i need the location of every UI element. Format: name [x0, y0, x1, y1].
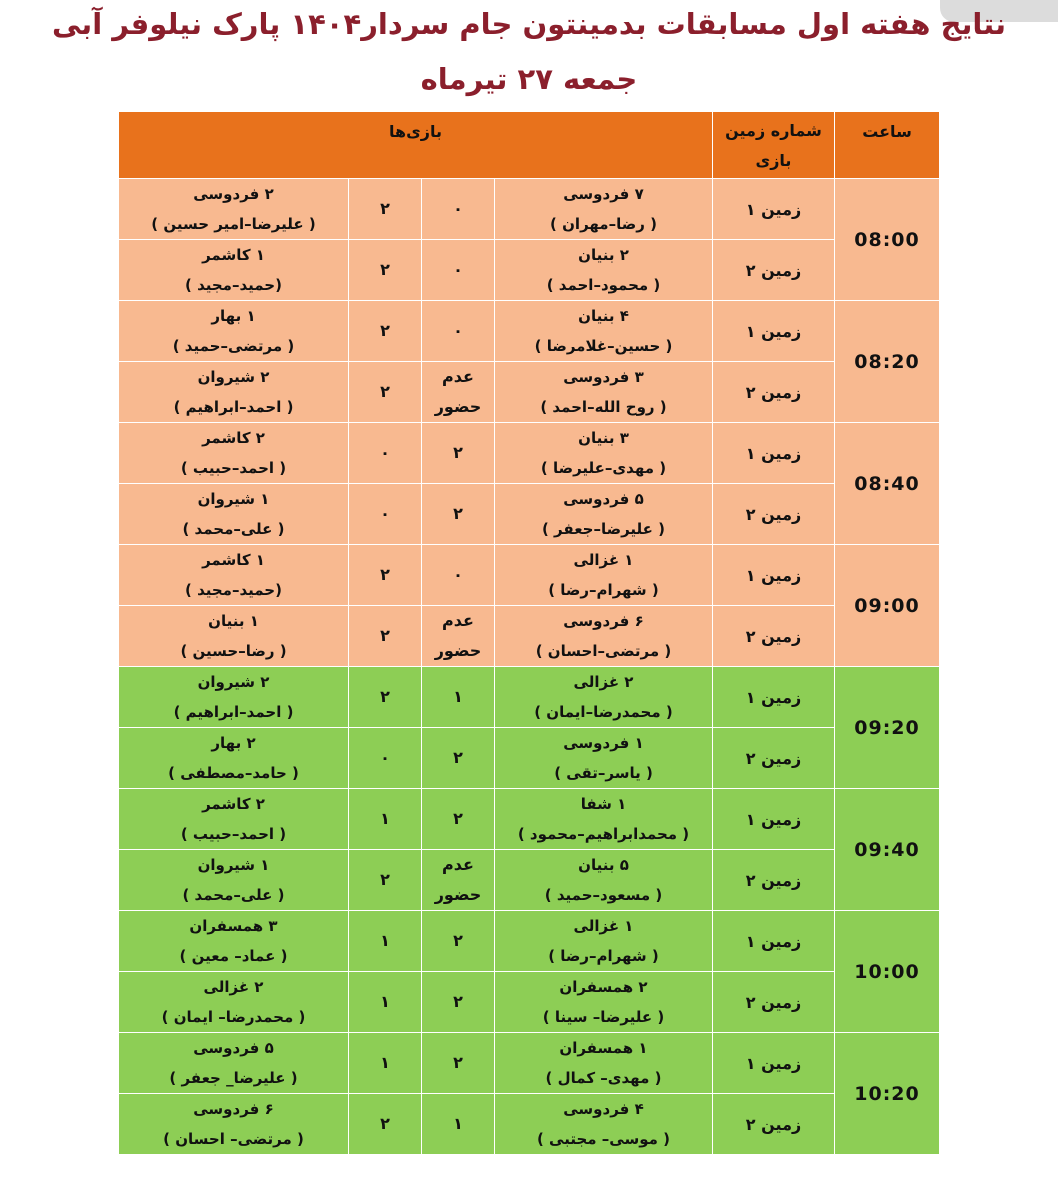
- score2-value: ۲: [380, 565, 390, 584]
- match-row: [119, 850, 940, 911]
- field-cell: زمین ۱: [713, 789, 835, 850]
- score1-cell: [422, 606, 495, 667]
- team1-players: ( مهدی– کمال ): [545, 1069, 662, 1087]
- match-row: [119, 179, 940, 240]
- team1-cell: [495, 667, 713, 728]
- score1-value: ۲: [453, 809, 463, 828]
- score2-value: ۲: [380, 321, 390, 340]
- time-cell: 09:00: [835, 545, 940, 667]
- match-row: [119, 911, 940, 972]
- score1-cell: [422, 972, 495, 1033]
- team2-name: ۲ کاشمر: [202, 795, 265, 813]
- team2-cell: [119, 1033, 349, 1094]
- score2-value: ۲: [380, 382, 390, 401]
- score2-value: ۲: [380, 260, 390, 279]
- team2-name: ۱ شیروان: [197, 856, 270, 874]
- team1-name: ۷ فردوسی: [563, 185, 644, 203]
- score2-cell: [349, 972, 422, 1033]
- team2-name: ۵ فردوسی: [193, 1039, 274, 1057]
- team1-cell: [495, 1094, 713, 1155]
- team2-players: ( احمد–حبیب ): [180, 825, 287, 843]
- page-title: نتایج هفته اول مسابقات بدمینتون جام سردار۱۴۰۴ پارک نیلوفر آبی: [51, 7, 1007, 41]
- score1-cell: [422, 545, 495, 606]
- team2-name: ۲ شیروان: [197, 368, 270, 386]
- score1-cell: [422, 850, 495, 911]
- team2-name: ۱ بنیان: [208, 612, 259, 630]
- team2-players: (حمید–مجید ): [185, 276, 282, 294]
- score2-cell: [349, 179, 422, 240]
- time-cell: 10:20: [835, 1033, 940, 1155]
- score1-value: ۲: [453, 1053, 463, 1072]
- team2-cell: [119, 484, 349, 545]
- field-cell: زمین ۱: [713, 1033, 835, 1094]
- team2-players: ( مرتضی– احسان ): [163, 1130, 304, 1148]
- team2-name: ۲ کاشمر: [202, 429, 265, 447]
- team2-players: ( رضا–حسین ): [180, 642, 287, 660]
- team2-cell: [119, 179, 349, 240]
- score1-value: ۲: [453, 443, 463, 462]
- score2-value: ۲: [380, 687, 390, 706]
- time-cell: 10:00: [835, 911, 940, 1033]
- score2-value: ۰: [380, 504, 390, 523]
- header-matches: بازی‌ها: [119, 112, 713, 179]
- score2-value: ۲: [380, 199, 390, 218]
- field-cell: زمین ۱: [713, 423, 835, 484]
- score2-cell: [349, 423, 422, 484]
- team1-players: ( شهرام–رضا ): [548, 581, 659, 599]
- match-row: [119, 423, 940, 484]
- page-subtitle-date: جمعه ۲۷ تیرماه: [420, 62, 638, 96]
- time-cell: 08:20: [835, 301, 940, 423]
- field-cell: زمین ۱: [713, 545, 835, 606]
- team2-name: ۶ فردوسی: [193, 1100, 274, 1118]
- score1-value: عدم حضور: [434, 611, 482, 660]
- score2-value: ۲: [380, 1114, 390, 1133]
- score1-cell: [422, 911, 495, 972]
- score2-cell: [349, 240, 422, 301]
- score2-cell: [349, 545, 422, 606]
- team2-cell: [119, 667, 349, 728]
- match-row: [119, 728, 940, 789]
- score2-cell: [349, 850, 422, 911]
- results-table: [118, 111, 940, 1155]
- team1-cell: [495, 911, 713, 972]
- match-row: [119, 484, 940, 545]
- match-row: [119, 667, 940, 728]
- field-cell: زمین ۲: [713, 728, 835, 789]
- team2-name: ۳ همسفران: [189, 917, 278, 935]
- team1-players: ( محمدابراهیم–محمود ): [517, 825, 690, 843]
- score2-cell: [349, 484, 422, 545]
- team2-name: ۲ غزالی: [203, 978, 264, 996]
- team1-cell: [495, 850, 713, 911]
- score1-cell: [422, 1094, 495, 1155]
- time-cell: 08:40: [835, 423, 940, 545]
- field-cell: زمین ۱: [713, 911, 835, 972]
- score2-cell: [349, 301, 422, 362]
- field-cell: زمین ۲: [713, 606, 835, 667]
- team1-cell: [495, 179, 713, 240]
- score1-value: عدم حضور: [434, 855, 482, 904]
- team2-players: ( احمد–ابراهیم ): [173, 703, 294, 721]
- team2-name: ۲ بهار: [211, 734, 256, 752]
- team2-name: ۲ شیروان: [197, 673, 270, 691]
- team2-players: ( احمد–ابراهیم ): [173, 398, 294, 416]
- field-cell: زمین ۲: [713, 1094, 835, 1155]
- match-row: [119, 240, 940, 301]
- team2-cell: [119, 606, 349, 667]
- team1-cell: [495, 545, 713, 606]
- team2-cell: [119, 1094, 349, 1155]
- team1-name: ۱ همسفران: [559, 1039, 648, 1057]
- field-cell: زمین ۱: [713, 179, 835, 240]
- team2-players: ( محمدرضا– ایمان ): [161, 1008, 306, 1026]
- team1-players: ( محمود–احمد ): [546, 276, 661, 294]
- team1-cell: [495, 362, 713, 423]
- team2-cell: [119, 789, 349, 850]
- field-cell: زمین ۲: [713, 850, 835, 911]
- match-row: [119, 362, 940, 423]
- match-row: [119, 1033, 940, 1094]
- score2-value: ۱: [380, 992, 390, 1011]
- score1-value: ۲: [453, 504, 463, 523]
- team1-cell: [495, 423, 713, 484]
- score2-cell: [349, 789, 422, 850]
- team1-name: ۱ غزالی: [573, 917, 634, 935]
- score2-cell: [349, 362, 422, 423]
- score1-value: ۰: [453, 321, 463, 340]
- score1-value: ۲: [453, 931, 463, 950]
- score2-value: ۱: [380, 931, 390, 950]
- team1-players: ( روح الله–احمد ): [540, 398, 667, 416]
- field-cell: زمین ۲: [713, 362, 835, 423]
- team2-players: ( احمد–حبیب ): [180, 459, 287, 477]
- team1-cell: [495, 301, 713, 362]
- score1-cell: [422, 667, 495, 728]
- team1-players: ( حسین–غلامرضا ): [534, 337, 673, 355]
- field-cell: زمین ۲: [713, 240, 835, 301]
- score1-value: عدم حضور: [434, 367, 482, 416]
- team2-name: ۱ شیروان: [197, 490, 270, 508]
- team2-players: ( حامد–مصطفی ): [168, 764, 299, 782]
- team1-players: ( علیرضا– سینا ): [542, 1008, 665, 1026]
- team2-players: ( عماد– معین ): [179, 947, 288, 965]
- field-cell: زمین ۱: [713, 667, 835, 728]
- team1-players: ( مرتضی–احسان ): [535, 642, 672, 660]
- team2-cell: [119, 362, 349, 423]
- field-cell: زمین ۲: [713, 972, 835, 1033]
- team1-name: ۵ بنیان: [578, 856, 629, 874]
- team1-players: ( مهدی–علیرضا ): [540, 459, 667, 477]
- team1-players: ( شهرام–رضا ): [548, 947, 659, 965]
- score1-value: ۲: [453, 748, 463, 767]
- header-row: [119, 112, 940, 179]
- time-cell: 08:00: [835, 179, 940, 301]
- team1-players: ( موسی– مجتبی ): [536, 1130, 670, 1148]
- team2-players: ( علیرضا–امیر حسین ): [151, 215, 316, 233]
- team1-name: ۲ همسفران: [559, 978, 648, 996]
- score1-value: ۲: [453, 992, 463, 1011]
- team1-cell: [495, 972, 713, 1033]
- score1-value: ۰: [453, 260, 463, 279]
- team1-name: ۱ فردوسی: [563, 734, 644, 752]
- team1-cell: [495, 728, 713, 789]
- score2-value: ۱: [380, 1053, 390, 1072]
- match-row: [119, 789, 940, 850]
- team1-cell: [495, 789, 713, 850]
- team1-cell: [495, 606, 713, 667]
- team1-name: ۱ غزالی: [573, 551, 634, 569]
- team2-name: ۱ کاشمر: [202, 551, 265, 569]
- team1-name: ۴ فردوسی: [563, 1100, 644, 1118]
- team1-name: ۴ بنیان: [578, 307, 629, 325]
- field-cell: زمین ۱: [713, 301, 835, 362]
- match-row: [119, 972, 940, 1033]
- score1-cell: [422, 484, 495, 545]
- team1-players: ( یاسر–تقی ): [554, 764, 653, 782]
- field-cell: زمین ۲: [713, 484, 835, 545]
- match-row: [119, 301, 940, 362]
- time-cell: 09:40: [835, 789, 940, 911]
- score2-cell: [349, 911, 422, 972]
- header-time: ساعت: [835, 112, 940, 179]
- score1-value: ۱: [453, 687, 463, 706]
- team1-cell: [495, 240, 713, 301]
- team2-players: (حمید–مجید ): [185, 581, 282, 599]
- score2-cell: [349, 606, 422, 667]
- team2-name: ۱ کاشمر: [202, 246, 265, 264]
- team2-players: ( علیرضا_ جعفر ): [169, 1069, 298, 1087]
- team1-name: ۳ بنیان: [578, 429, 629, 447]
- team2-cell: [119, 301, 349, 362]
- team2-name: ۱ بهار: [211, 307, 256, 325]
- score1-cell: [422, 423, 495, 484]
- score2-cell: [349, 1033, 422, 1094]
- score2-value: ۲: [380, 626, 390, 645]
- match-row: [119, 1094, 940, 1155]
- match-row: [119, 545, 940, 606]
- team1-cell: [495, 1033, 713, 1094]
- team2-cell: [119, 911, 349, 972]
- match-row: [119, 606, 940, 667]
- time-cell: 09:20: [835, 667, 940, 789]
- score2-cell: [349, 667, 422, 728]
- score1-cell: [422, 1033, 495, 1094]
- score1-value: ۱: [453, 1114, 463, 1133]
- score2-value: ۲: [380, 870, 390, 889]
- score2-value: ۰: [380, 748, 390, 767]
- score2-value: ۰: [380, 443, 390, 462]
- team2-cell: [119, 545, 349, 606]
- score1-cell: [422, 789, 495, 850]
- team2-name: ۲ فردوسی: [193, 185, 274, 203]
- score2-cell: [349, 1094, 422, 1155]
- score1-value: ۰: [453, 565, 463, 584]
- team1-players: ( رضا–مهران ): [550, 215, 657, 233]
- team2-cell: [119, 728, 349, 789]
- score2-value: ۱: [380, 809, 390, 828]
- score1-cell: [422, 240, 495, 301]
- team2-players: ( علی–محمد ): [182, 520, 285, 538]
- team1-players: ( علیرضا–جعفر ): [541, 520, 665, 538]
- team2-cell: [119, 972, 349, 1033]
- team1-name: ۶ فردوسی: [563, 612, 644, 630]
- team1-cell: [495, 484, 713, 545]
- team1-players: ( مسعود–حمید ): [544, 886, 663, 904]
- team1-name: ۲ غزالی: [573, 673, 634, 691]
- team1-name: ۵ فردوسی: [563, 490, 644, 508]
- team2-cell: [119, 423, 349, 484]
- score1-cell: [422, 301, 495, 362]
- score1-value: ۰: [453, 199, 463, 218]
- team1-name: ۲ بنیان: [578, 246, 629, 264]
- team2-players: ( علی–محمد ): [182, 886, 285, 904]
- score1-cell: [422, 362, 495, 423]
- team1-players: ( محمدرضا–ایمان ): [534, 703, 673, 721]
- header-field: شماره زمین بازی: [713, 112, 835, 179]
- team1-name: ۳ فردوسی: [563, 368, 644, 386]
- team2-cell: [119, 240, 349, 301]
- score2-cell: [349, 728, 422, 789]
- score1-cell: [422, 179, 495, 240]
- score1-cell: [422, 728, 495, 789]
- team1-name: ۱ شفا: [580, 795, 627, 813]
- team2-players: ( مرتضی–حمید ): [172, 337, 295, 355]
- team2-cell: [119, 850, 349, 911]
